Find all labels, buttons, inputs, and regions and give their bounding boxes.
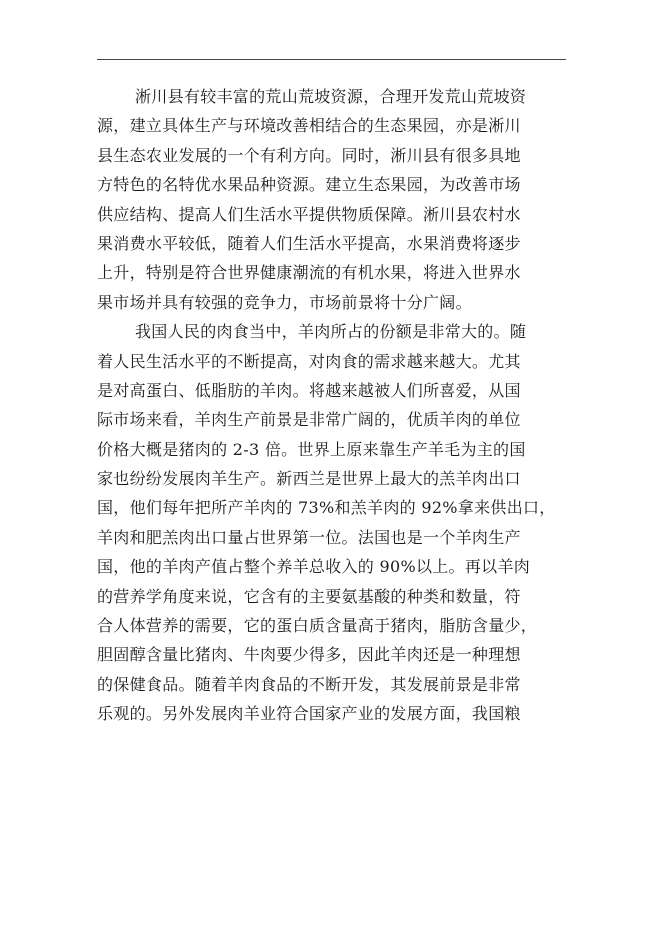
text-line: 际市场来看，羊肉生产前景是非常广阔的，优质羊肉的单位 <box>97 410 521 430</box>
text-line: 合人体营养的需要，它的蛋白质含量高于猪肉，脂肪含量少， <box>97 616 538 636</box>
text-line: 我国人民的肉食当中，羊肉所占的份额是非常大的。随 <box>135 322 527 342</box>
text-line: 国，他们每年把所产羊肉的 73%和羔羊肉的 92%拿来供出口， <box>97 498 556 518</box>
text-line: 是对高蛋白、低脂肪的羊肉。将越来越被人们所喜爱，从国 <box>97 380 521 400</box>
text-line: 着人民生活水平的不断提高，对肉食的需求越来越大。尤其 <box>97 351 521 371</box>
text-line: 供应结构、提高人们生活水平提供物质保障。淅川县农村水 <box>97 204 521 224</box>
text-line: 国，他的羊肉产值占整个养羊总收入的 90%以上。再以羊肉 <box>97 557 531 577</box>
text-line: 果市场并具有较强的竞争力，市场前景将十分广阔。 <box>97 292 472 312</box>
text-line: 家也纷纷发展肉羊生产。新西兰是世界上最大的羔羊肉出口 <box>97 469 521 489</box>
paragraph-mutton <box>97 317 577 728</box>
text-line: 的营养学角度来说，它含有的主要氨基酸的种类和数量，符 <box>97 586 521 606</box>
text-line: 胆固醇含量比猪肉、牛肉要少得多，因此羊肉还是一种理想 <box>97 645 521 665</box>
text-line: 源，建立具体生产与环境改善相结合的生态果园，亦是淅川 <box>97 116 521 136</box>
text-line: 淅川县有较丰富的荒山荒坡资源，合理开发荒山荒坡资 <box>135 87 527 106</box>
text-line: 羊肉和肥羔肉出口量占世界第一位。法国也是一个羊肉生产 <box>97 527 521 547</box>
text-line: 价格大概是猪肉的 2-3 倍。世界上原来靠生产羊毛为主的国 <box>97 439 526 459</box>
text-line: 上升，特别是符合世界健康潮流的有机水果，将进入世界水 <box>97 263 521 283</box>
text-line: 乐观的。另外发展肉羊业符合国家产业的发展方面，我国粮 <box>97 704 521 724</box>
document-body <box>97 82 577 729</box>
text-line: 果消费水平较低，随着人们生活水平提高，水果消费将逐步 <box>97 233 521 253</box>
text-line: 方特色的名特优水果品种资源。建立生态果园，为改善市场 <box>97 175 521 195</box>
text-line: 的保健食品。随着羊肉食品的不断开发，其发展前景是非常 <box>97 674 521 694</box>
paragraph-orchard <box>97 82 577 317</box>
text-line: 县生态农业发展的一个有利方向。同时，淅川县有很多具地 <box>97 145 521 165</box>
header-rule <box>97 59 566 60</box>
